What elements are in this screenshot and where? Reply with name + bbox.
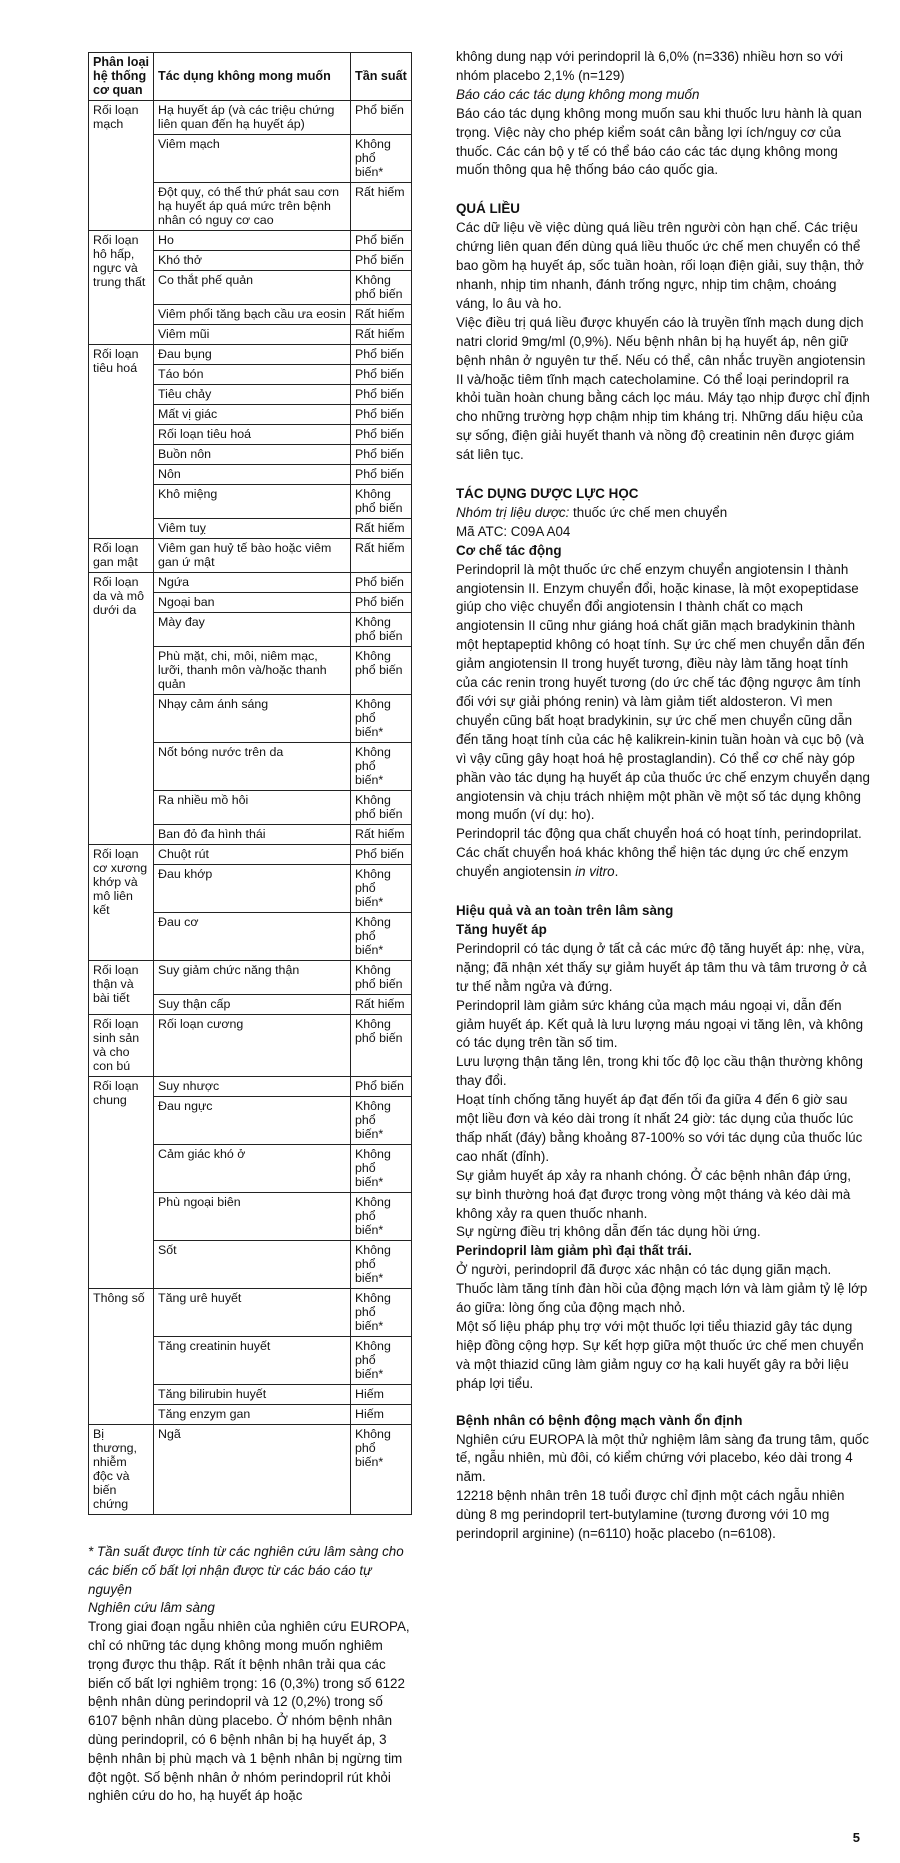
table-row xyxy=(89,1289,412,1337)
frequency-cell: Không phổ biến xyxy=(351,1015,412,1077)
clinical-studies-paragraph: Trong giai đoạn ngẫu nhiên của nghiên cứu EUROPA, chỉ có những tác dụng không mong muốn nghiêm trọng được thu thập. Rất ít bệnh nhân trải qua các biến cố bất lợi nghiêm trọng: 16 (0,3%) trong số 6122 bệnh nhân dùng perindopril và 12 (0,2%) trong số 6107 bệnh nhân dùng placebo. Ở nhóm bệnh nhân dùng perindopril, có 6 bệnh nhân bị hạ huyết áp, 3 bệnh nhân bị phù mạch và 1 bệnh nhân bị ngừng tim đột ngột. Số bệnh nhân ở nhóm perindopril rút khỏi nghiên cứu do ho, hạ huyết áp hoặc xyxy=(88,1619,410,1804)
system-organ-class-cell: Thông số xyxy=(89,1289,154,1425)
frequency-cell: Phổ biến xyxy=(351,445,412,465)
mechanism-paragraph-1: Perindopril là một thuốc ức chế enzym chuyển angiotensin I thành angiotensin II. Enzym chuyển đổi, hoặc kinase, là một exopeptidase giúp cho việc chuyển đổi angiotensin I thành chất co mạch angiotensin II cũng như giáng hoá chất giãn mạch bradykinin thành một heptapeptid không có hoạt tính. Sự ức chế men chuyển dẫn đến giảm angiotensin II trong huyết tương, điều này làm tăng hoạt tính của các renin trong huyết tương (do ức chế tác động ngược âm tính đối với sự giải phóng renin) và làm giảm tiết aldosteron. Vì men chuyển cũng bất hoạt bradykinin, sự ức chế men chuyển cũng dẫn đến tăng hoạt tính của các hệ kalikrein-kinin tuần hoàn và cục bộ (và vì vậy cũng gây hoạt hoá hệ prostaglandin). Có thể cơ chế này góp phần vào tác dụng hạ huyết áp của thuốc ức chế enzym chuyển dạng angiotensin và chịu trách nhiệm một phần về một số tác dụng không mong muốn (ví dụ: ho). xyxy=(456,561,870,823)
system-organ-class-cell: Rối loạn cơ xương khớp và mô liên kết xyxy=(89,845,154,961)
frequency-cell: Không phổ biến* xyxy=(351,865,412,913)
adverse-effect-cell: Đau khớp xyxy=(154,865,351,913)
lvh-paragraph-1: Ở người, perindopril đã được xác nhận có tác dụng giãn mạch. Thuốc làm tăng tính đàn hồi của động mạch lớn và làm giảm tỷ lệ lớp áo giữa: lòng ống của động mạch nhỏ. xyxy=(456,1262,868,1316)
adverse-effect-cell: Chuột rút xyxy=(154,845,351,865)
frequency-cell: Không phổ biến* xyxy=(351,1241,412,1289)
frequency-cell: Phổ biến xyxy=(351,425,412,445)
adverse-effect-cell: Co thắt phế quản xyxy=(154,271,351,305)
system-organ-class-cell: Rối loạn hô hấp, ngực và trung thất xyxy=(89,231,154,345)
table-row xyxy=(89,231,412,251)
adverse-effect-cell: Phù ngoại biên xyxy=(154,1193,351,1241)
frequency-cell: Không phổ biến* xyxy=(351,1097,412,1145)
group-value: thuốc ức chế men chuyển xyxy=(569,504,728,520)
frequency-cell: Phổ biến xyxy=(351,1077,412,1097)
frequency-cell: Phổ biến xyxy=(351,573,412,593)
hypertension-paragraph-1: Perindopril có tác dụng ở tất cả các mức độ tăng huyết áp: nhẹ, vừa, nặng; đã nhận xét thấy sự giảm huyết áp tâm thu và tâm trương ở cả tư thế nằm ngửa và đứng. xyxy=(456,940,867,994)
frequency-cell: Rất hiếm xyxy=(351,305,412,325)
adverse-effect-cell: Sốt xyxy=(154,1241,351,1289)
adverse-effect-cell: Suy nhược xyxy=(154,1077,351,1097)
frequency-cell: Phổ biến xyxy=(351,845,412,865)
overdose-paragraph-2: Việc điều trị quá liều được khuyến cáo là truyền tĩnh mạch dung dịch natri clorid 9mg/ml (0,9%). Nếu bệnh nhân bị hạ huyết áp, nên giữ bệnh nhân ở nguyên tư thế. Nếu có thể, cân nhắc truyền angiotensin II và/hoặc tiêm tĩnh mạch catecholamine. Có thể loại perindopril ra khỏi tuần hoàn chung bằng cách lọc máu. Máy tạo nhịp được chỉ định cho những trường hợp chậm nhịp tim kháng trị. Những dấu hiệu của sự sống, điện giải huyết thanh và nồng độ creatinin nên được giám sát liên tục. xyxy=(456,314,870,463)
frequency-cell: Không phổ biến xyxy=(351,271,412,305)
hypertension-paragraph-6: Sự ngừng điều trị không dẫn đến tác dụng hồi ứng. xyxy=(456,1224,761,1240)
frequency-cell: Phổ biến xyxy=(351,465,412,485)
system-organ-class-cell: Rối loạn tiêu hoá xyxy=(89,345,154,539)
right-column xyxy=(456,48,870,1544)
cad-paragraph-1: Nghiên cứu EUROPA là một thử nghiệm lâm sàng đa trung tâm, quốc tế, ngẫu nhiên, mù đôi, có kiểm chứng với placebo, kéo dài trong 4 năm. xyxy=(456,1431,869,1485)
adverse-effect-cell: Viêm phổi tăng bạch cầu ưa eosin xyxy=(154,305,351,325)
adverse-effect-cell: Viêm mũi xyxy=(154,325,351,345)
frequency-cell: Rất hiếm xyxy=(351,995,412,1015)
adverse-effect-cell: Ra nhiều mồ hôi xyxy=(154,791,351,825)
adverse-effect-cell: Đau ngực xyxy=(154,1097,351,1145)
frequency-cell: Không phổ biến xyxy=(351,647,412,695)
frequency-cell: Phổ biến xyxy=(351,593,412,613)
table-row xyxy=(89,845,412,865)
adverse-effect-cell: Buồn nôn xyxy=(154,445,351,465)
frequency-cell: Phổ biến xyxy=(351,251,412,271)
table-row xyxy=(89,573,412,593)
system-organ-class-cell: Bị thương, nhiễm độc và biến chứng xyxy=(89,1425,154,1515)
table-row xyxy=(89,961,412,995)
mechanism-paragraph-2 xyxy=(456,825,870,882)
adverse-effect-cell: Ngã xyxy=(154,1425,351,1515)
frequency-cell: Phổ biến xyxy=(351,101,412,135)
report-paragraph: Báo cáo tác dụng không mong muốn sau khi thuốc lưu hành là quan trọng. Việc này cho phép kiểm soát cân bằng lợi ích/nguy cơ của thuốc. Các cán bộ y tế có thể báo cáo các tác dụng không mong muốn thông qua hệ thống báo cáo quốc gia. xyxy=(456,105,862,178)
adverse-effect-cell: Ngoại ban xyxy=(154,593,351,613)
frequency-cell: Phổ biến xyxy=(351,405,412,425)
adverse-effect-cell: Tăng urê huyết xyxy=(154,1289,351,1337)
footnote: * Tần suất được tính từ các nghiên cứu lâm sàng cho các biến cố bất lợi nhận được từ các báo cáo tự nguyện xyxy=(88,1544,404,1597)
frequency-cell: Không phổ biến* xyxy=(351,913,412,961)
adverse-effect-cell: Mất vị giác xyxy=(154,405,351,425)
frequency-cell: Rất hiếm xyxy=(351,825,412,845)
left-column xyxy=(88,52,412,1806)
adverse-effect-cell: Ngứa xyxy=(154,573,351,593)
table-row xyxy=(89,539,412,573)
adverse-effect-cell: Hạ huyết áp (và các triệu chứng liên quan đến hạ huyết áp) xyxy=(154,101,351,135)
mech-p2-text: Perindopril tác động qua chất chuyển hoá có hoạt tính, perindoprilat. Các chất chuyển hoá khác không thể hiện tác dụng ức chế enzym chuyển angiotensin xyxy=(456,826,862,880)
adverse-effect-cell: Suy thận cấp xyxy=(154,995,351,1015)
system-organ-class-cell: Rối loạn da và mô dưới da xyxy=(89,573,154,845)
cad-paragraph-2: 12218 bệnh nhân trên 18 tuổi được chỉ định một cách ngẫu nhiên dùng 8 mg perindopril tert-butylamine (tương đương với 10 mg perindopril arginine) (n=6110) hoặc placebo (n=6108). xyxy=(456,1488,845,1542)
header-frequency: Tần suất xyxy=(351,53,412,101)
adverse-effect-cell: Viêm mạch xyxy=(154,135,351,183)
lvh-paragraph-2: Một số liệu pháp phụ trợ với một thuốc lợi tiểu thiazid gây tác dụng hiệp đồng cộng hợp. Sự kết hợp giữa một thuốc ức chế men chuyển và một thiazid cũng làm giảm nguy cơ hạ kali huyết gây ra bởi liệu pháp lợi tiểu. xyxy=(456,1319,864,1391)
adverse-effect-cell: Khô miệng xyxy=(154,485,351,519)
adverse-effect-cell: Nốt bóng nước trên da xyxy=(154,743,351,791)
system-organ-class-cell: Rối loạn mạch xyxy=(89,101,154,231)
adverse-effect-cell: Nhạy cảm ánh sáng xyxy=(154,695,351,743)
cad-heading: Bệnh nhân có bệnh động mạch vành ổn định xyxy=(456,1412,743,1428)
atc-code: Mã ATC: C09A A04 xyxy=(456,523,571,539)
adverse-effect-cell: Phù mặt, chi, môi, niêm mạc, lưỡi, thanh môn và/hoặc thanh quản xyxy=(154,647,351,695)
frequency-cell: Rất hiếm xyxy=(351,539,412,573)
table-footnote-block xyxy=(88,1543,412,1806)
header-system: Phân loại hệ thống cơ quan xyxy=(89,53,154,101)
frequency-cell: Rất hiếm xyxy=(351,519,412,539)
pharmacodynamics-heading: TÁC DỤNG DƯỢC LỰC HỌC xyxy=(456,486,639,502)
overdose-heading: QUÁ LIỀU xyxy=(456,201,520,217)
frequency-cell: Rất hiếm xyxy=(351,325,412,345)
pharmacotherapeutic-group xyxy=(456,504,870,523)
header-effect: Tác dụng không mong muốn xyxy=(154,53,351,101)
table-body xyxy=(89,101,412,1515)
group-label: Nhóm trị liệu dược: xyxy=(456,504,570,520)
frequency-cell: Phổ biến xyxy=(351,345,412,365)
frequency-cell: Không phổ biến* xyxy=(351,1425,412,1515)
adverse-effect-cell: Cảm giác khó ở xyxy=(154,1145,351,1193)
frequency-cell: Không phổ biến xyxy=(351,961,412,995)
overdose-paragraph-1: Các dữ liệu về việc dùng quá liều trên người còn hạn chế. Các triệu chứng liên quan đến dùng quá liều thuốc ức chế men chuyển có thể bao gồm hạ huyết áp, sốc tuần hoàn, rối loạn điện giải, suy thận, thở nhanh, nhịp tim nhanh, đánh trống ngực, nhịp tim chậm, choáng váng, lo âu và ho. xyxy=(456,220,864,311)
adverse-effect-cell: Nôn xyxy=(154,465,351,485)
frequency-cell: Không phổ biến* xyxy=(351,1337,412,1385)
adverse-effect-cell: Rối loạn cương xyxy=(154,1015,351,1077)
frequency-cell: Không phổ biến* xyxy=(351,743,412,791)
lvh-heading: Perindopril làm giảm phì đại thất trái. xyxy=(456,1243,692,1259)
table-row xyxy=(89,101,412,135)
adverse-effect-cell: Tiêu chảy xyxy=(154,385,351,405)
frequency-cell: Hiếm xyxy=(351,1405,412,1425)
adverse-effect-cell: Ho xyxy=(154,231,351,251)
adverse-effect-cell: Tăng bilirubin huyết xyxy=(154,1385,351,1405)
frequency-cell: Phổ biến xyxy=(351,365,412,385)
clinical-studies-heading: Nghiên cứu lâm sàng xyxy=(88,1600,215,1616)
frequency-cell: Không phổ biến* xyxy=(351,1193,412,1241)
system-organ-class-cell: Rối loạn chung xyxy=(89,1077,154,1289)
frequency-cell: Không phổ biến xyxy=(351,485,412,519)
system-organ-class-cell: Rối loạn sinh sản và cho con bú xyxy=(89,1015,154,1077)
hypertension-paragraph-4: Hoạt tính chống tăng huyết áp đạt đến tối đa giữa 4 đến 6 giờ sau một liều đơn và kéo dài trong ít nhất 24 giờ: tác dụng của thuốc lúc thấp nhất (đáy) bằng khoảng 87-100% so với tác dụng của thuốc lúc cao nhất (đỉnh). xyxy=(456,1092,863,1164)
system-organ-class-cell: Rối loạn gan mật xyxy=(89,539,154,573)
frequency-cell: Phổ biến xyxy=(351,385,412,405)
frequency-cell: Không phổ biến xyxy=(351,791,412,825)
adverse-effect-cell: Ban đỏ đa hình thái xyxy=(154,825,351,845)
adverse-effect-cell: Đau cơ xyxy=(154,913,351,961)
adverse-effect-cell: Tăng creatinin huyết xyxy=(154,1337,351,1385)
in-vitro-text: in vitro xyxy=(575,864,615,880)
hypertension-paragraph-2: Perindopril làm giảm sức kháng của mạch máu ngoại vi, dẫn đến giảm huyết áp. Kết quả là lưu lượng máu ngoại vi tăng lên, và không có tác dụng trên tần số tim. xyxy=(456,997,864,1051)
frequency-cell: Không phổ biến xyxy=(351,613,412,647)
adverse-effect-cell: Viêm tuỵ xyxy=(154,519,351,539)
frequency-cell: Không phổ biến* xyxy=(351,1145,412,1193)
table-row xyxy=(89,1015,412,1077)
adverse-effect-cell: Viêm gan huỷ tế bào hoặc viêm gan ứ mật xyxy=(154,539,351,573)
adverse-effect-cell: Táo bón xyxy=(154,365,351,385)
frequency-cell: Không phổ biến* xyxy=(351,695,412,743)
adverse-effect-cell: Khó thở xyxy=(154,251,351,271)
table-row xyxy=(89,1077,412,1097)
efficacy-heading: Hiệu quả và an toàn trên lâm sàng xyxy=(456,903,674,919)
frequency-cell: Phổ biến xyxy=(351,231,412,251)
mech-p2-end: . xyxy=(614,864,619,880)
adverse-effect-cell: Tăng enzym gan xyxy=(154,1405,351,1425)
hypertension-paragraph-3: Lưu lượng thận tăng lên, trong khi tốc độ lọc cầu thận thường không thay đổi. xyxy=(456,1054,864,1089)
table-row xyxy=(89,1425,412,1515)
adverse-effects-table xyxy=(88,52,412,1515)
adverse-effect-cell: Đau bụng xyxy=(154,345,351,365)
table-row xyxy=(89,345,412,365)
frequency-cell: Hiếm xyxy=(351,1385,412,1405)
adverse-effect-cell: Mày đay xyxy=(154,613,351,647)
adverse-effect-cell: Đột quỵ, có thể thứ phát sau cơn hạ huyết áp quá mức trên bệnh nhân có nguy cơ cao xyxy=(154,183,351,231)
intolerance-paragraph: không dung nạp với perindopril là 6,0% (n=336) nhiều hơn so với nhóm placebo 2,1% (n=129) xyxy=(456,49,844,83)
table-header-row xyxy=(89,53,412,101)
system-organ-class-cell: Rối loạn thận và bài tiết xyxy=(89,961,154,1015)
adverse-effect-cell: Rối loạn tiêu hoá xyxy=(154,425,351,445)
hypertension-heading: Tăng huyết áp xyxy=(456,921,547,937)
adverse-effect-cell: Suy giảm chức năng thận xyxy=(154,961,351,995)
mechanism-heading: Cơ chế tác động xyxy=(456,542,562,558)
hypertension-paragraph-5: Sự giảm huyết áp xảy ra nhanh chóng. Ở các bệnh nhân đáp ứng, sự bình thường hoá đạt được trong vòng một tháng và kéo dài mà không xảy ra quen thuốc nhanh. xyxy=(456,1167,851,1221)
page-number: 5 xyxy=(852,1830,860,1845)
frequency-cell: Không phổ biến* xyxy=(351,135,412,183)
frequency-cell: Rất hiếm xyxy=(351,183,412,231)
report-heading: Báo cáo các tác dụng không mong muốn xyxy=(456,86,700,102)
frequency-cell: Không phổ biến* xyxy=(351,1289,412,1337)
